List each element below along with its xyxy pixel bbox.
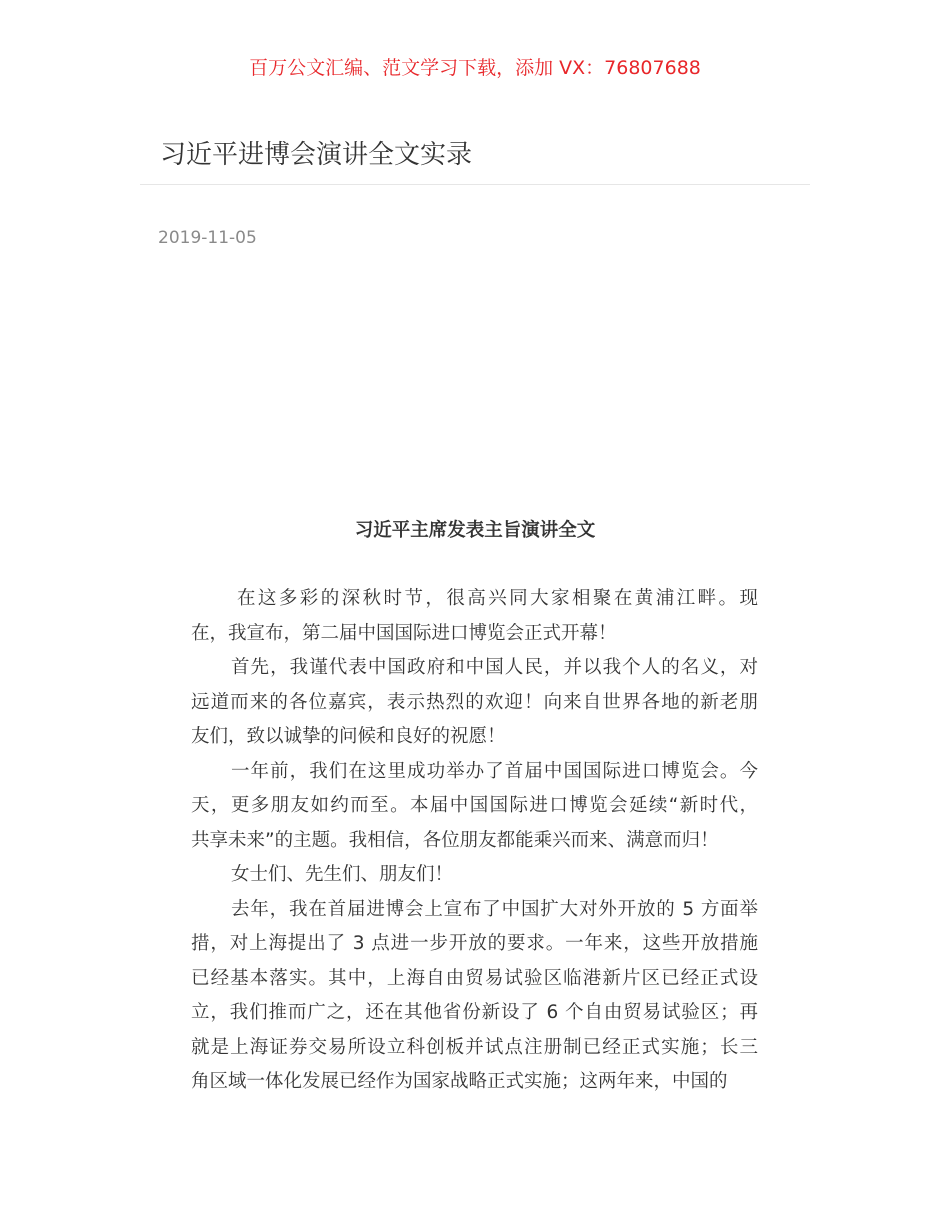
paragraph-line: 在，我宣布，第二届中国国际进口博览会正式开幕！ [191,622,617,644]
paragraph [191,893,758,1100]
paragraph-line: 共享未来”的主题。我相信，各位朋友都能乘兴而来、满意而归！ [191,829,719,851]
paragraph-line: 友们，致以诚挚的问候和良好的祝愿！ [191,726,506,747]
paragraph [191,755,758,859]
paragraph-line: 女士们、先生们、朋友们！ [231,864,454,885]
paragraph [191,651,758,755]
page-title: 习近平进博会演讲全文实录 [160,140,473,170]
promo-banner: 百万公文汇编、范文学习下载，添加 VX：76807688 [249,57,701,79]
section-heading: 习近平主席发表主旨演讲全文 [354,520,596,541]
publish-date: 2019-11-05 [158,228,257,248]
paragraph-line: 措，对上海提出了 3 点进一步开放的要求。一年来，这些开放措施 [191,933,758,954]
paragraph-line: 天，更多朋友如约而至。本届中国国际进口博览会延续“新时代， [191,795,758,816]
paragraph-line: 立，我们推而广之，还在其他省份新设了 6 个自由贸易试验区；再 [191,1002,758,1023]
paragraph-line: 远道而来的各位嘉宾，表示热烈的欢迎！向来自世界各地的新老朋 [191,691,758,713]
paragraph-line: 就是上海证券交易所设立科创板并试点注册制已经正式实施；长三 [191,1036,758,1058]
title-divider [140,184,810,185]
paragraph-line: 在这多彩的深秋时节，很高兴同大家相聚在黄浦江畔。现 [237,588,758,609]
paragraph-line: 角区域一体化发展已经作为国家战略正式实施；这两年来，中国的 [191,1071,728,1092]
paragraph-line: 首先，我谨代表中国政府和中国人民，并以我个人的名义，对 [231,657,758,678]
paragraph [191,858,758,893]
paragraph-line: 一年前，我们在这里成功举办了首届中国国际进口博览会。今 [231,760,758,782]
paragraph-line: 去年，我在首届进博会上宣布了中国扩大对外开放的 5 方面举 [231,898,758,920]
paragraph-line: 已经基本落实。其中，上海自由贸易试验区临港新片区已经正式设 [191,967,758,989]
article-body [191,582,758,1100]
paragraph [191,582,758,651]
